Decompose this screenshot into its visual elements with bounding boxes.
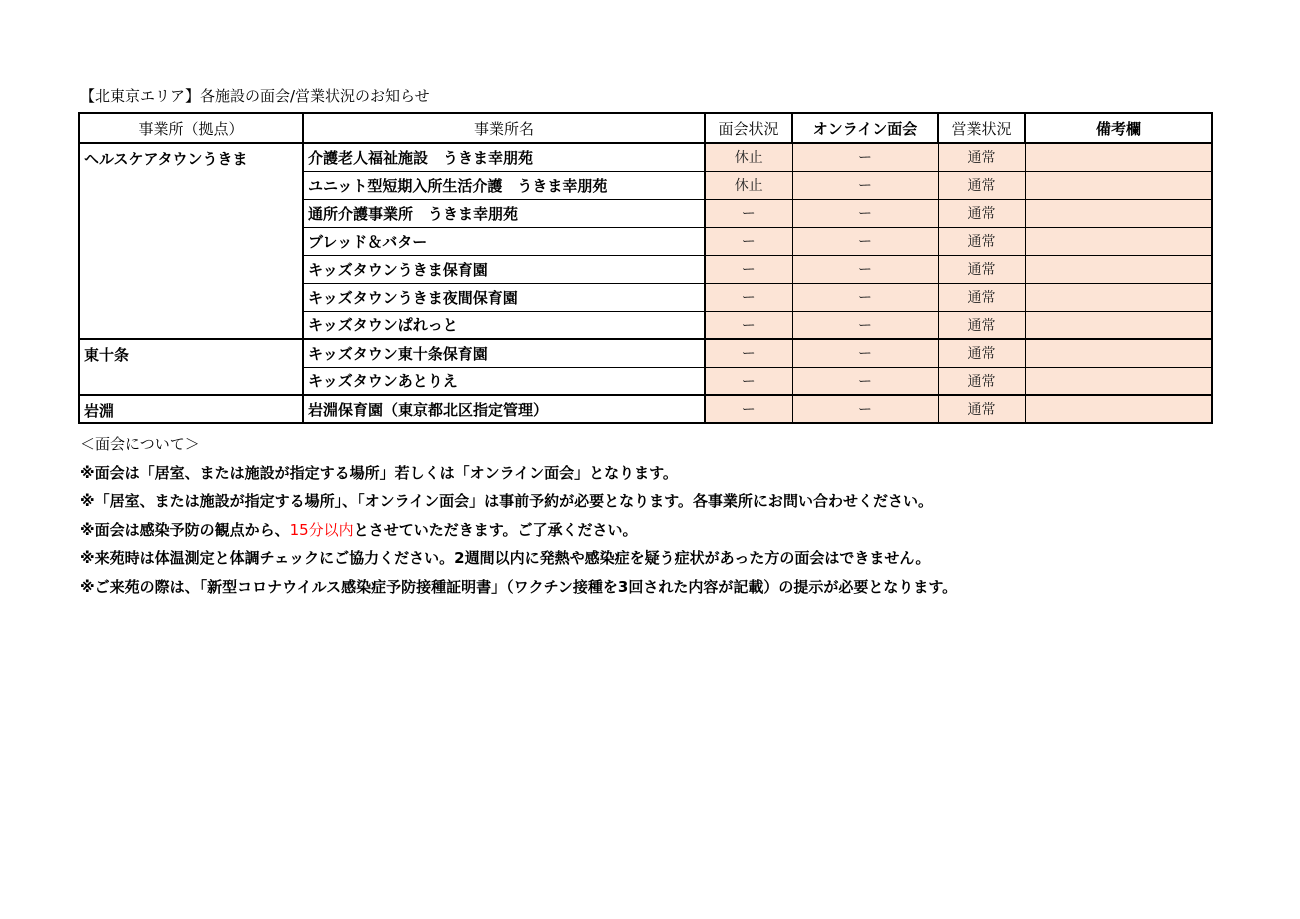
visit-status-cell: ー bbox=[705, 227, 792, 255]
business-status-cell: 通常 bbox=[938, 395, 1025, 423]
business-status-cell: 通常 bbox=[938, 199, 1025, 227]
online-visit-cell: ー bbox=[792, 199, 938, 227]
note-highlight-time: 15分以内 bbox=[289, 520, 354, 539]
facility-status-table bbox=[78, 112, 1213, 424]
remarks-cell bbox=[1025, 283, 1212, 311]
facility-name-cell: キッズタウンうきま保育園 bbox=[303, 255, 705, 283]
header-online: オンライン面会 bbox=[792, 113, 938, 143]
online-visit-cell: ー bbox=[792, 255, 938, 283]
header-visit: 面会状況 bbox=[705, 113, 792, 143]
online-visit-cell: ー bbox=[792, 171, 938, 199]
base-name-cell: ヘルスケアタウンうきま bbox=[79, 143, 303, 339]
visit-status-cell: ー bbox=[705, 311, 792, 339]
note-line: ※ご来苑の際は、「新型コロナウイルス感染症予防接種証明書」（ワクチン接種を3回された内容が記載）の提示が必要となります。 bbox=[80, 577, 958, 596]
online-visit-cell: ー bbox=[792, 283, 938, 311]
visit-notes bbox=[80, 430, 957, 601]
business-status-cell: 通常 bbox=[938, 171, 1025, 199]
remarks-cell bbox=[1025, 367, 1212, 395]
facility-name-cell: ブレッド＆バター bbox=[303, 227, 705, 255]
table-row bbox=[79, 395, 1212, 423]
base-name-cell: 東十条 bbox=[79, 339, 303, 395]
note-text: とさせていただきます。ご了承ください。 bbox=[353, 520, 638, 539]
remarks-cell bbox=[1025, 199, 1212, 227]
visit-status-cell: ー bbox=[705, 395, 792, 423]
facility-name-cell: キッズタウンぱれっと bbox=[303, 311, 705, 339]
note-text: ※面会は感染予防の観点から、 bbox=[80, 520, 290, 539]
table-body bbox=[79, 143, 1212, 423]
remarks-cell bbox=[1025, 311, 1212, 339]
facility-name-cell: 介護老人福祉施設 うきま幸朋苑 bbox=[303, 143, 705, 171]
business-status-cell: 通常 bbox=[938, 311, 1025, 339]
visit-status-cell: ー bbox=[705, 339, 792, 367]
remarks-cell bbox=[1025, 255, 1212, 283]
visit-status-cell: ー bbox=[705, 255, 792, 283]
facility-name-cell: ユニット型短期入所生活介護 うきま幸朋苑 bbox=[303, 171, 705, 199]
online-visit-cell: ー bbox=[792, 395, 938, 423]
header-base: 事業所（拠点） bbox=[79, 113, 303, 143]
note-line bbox=[80, 516, 957, 545]
online-visit-cell: ー bbox=[792, 339, 938, 367]
visit-status-cell: 休止 bbox=[705, 171, 792, 199]
business-status-cell: 通常 bbox=[938, 255, 1025, 283]
visit-status-cell: ー bbox=[705, 283, 792, 311]
header-business: 営業状況 bbox=[938, 113, 1025, 143]
business-status-cell: 通常 bbox=[938, 367, 1025, 395]
business-status-cell: 通常 bbox=[938, 143, 1025, 171]
note-line: ※面会は「居室、または施設が指定する場所」若しくは「オンライン面会」となります。 bbox=[80, 463, 678, 482]
online-visit-cell: ー bbox=[792, 227, 938, 255]
visit-status-cell: 休止 bbox=[705, 143, 792, 171]
online-visit-cell: ー bbox=[792, 367, 938, 395]
visit-status-cell: ー bbox=[705, 199, 792, 227]
page-title: 【北東京エリア】各施設の面会/営業状況のお知らせ bbox=[80, 87, 430, 105]
note-line: ※来苑時は体温測定と体調チェックにご協力ください。2週間以内に発熱や感染症を疑う症状があった方の面会はできません。 bbox=[80, 549, 931, 567]
facility-name-cell: キッズタウン東十条保育園 bbox=[303, 339, 705, 367]
online-visit-cell: ー bbox=[792, 143, 938, 171]
base-name-cell: 岩淵 bbox=[79, 395, 303, 423]
notes-heading: ＜面会について＞ bbox=[80, 435, 200, 453]
remarks-cell bbox=[1025, 227, 1212, 255]
remarks-cell bbox=[1025, 143, 1212, 171]
facility-name-cell: キッズタウンあとりえ bbox=[303, 367, 705, 395]
business-status-cell: 通常 bbox=[938, 227, 1025, 255]
online-visit-cell: ー bbox=[792, 311, 938, 339]
facility-name-cell: キッズタウンうきま夜間保育園 bbox=[303, 283, 705, 311]
facility-name-cell: 通所介護事業所 うきま幸朋苑 bbox=[303, 199, 705, 227]
table-header-row bbox=[79, 113, 1212, 143]
table-row bbox=[79, 143, 1212, 171]
remarks-cell bbox=[1025, 339, 1212, 367]
table-row bbox=[79, 339, 1212, 367]
header-remarks: 備考欄 bbox=[1025, 113, 1212, 143]
business-status-cell: 通常 bbox=[938, 339, 1025, 367]
note-line: ※「居室、または施設が指定する場所」、「オンライン面会」は事前予約が必要となります。各事業所にお問い合わせください。 bbox=[80, 492, 933, 510]
facility-name-cell: 岩淵保育園（東京都北区指定管理） bbox=[303, 395, 705, 423]
business-status-cell: 通常 bbox=[938, 283, 1025, 311]
header-facility: 事業所名 bbox=[303, 113, 705, 143]
remarks-cell bbox=[1025, 395, 1212, 423]
visit-status-cell: ー bbox=[705, 367, 792, 395]
remarks-cell bbox=[1025, 171, 1212, 199]
